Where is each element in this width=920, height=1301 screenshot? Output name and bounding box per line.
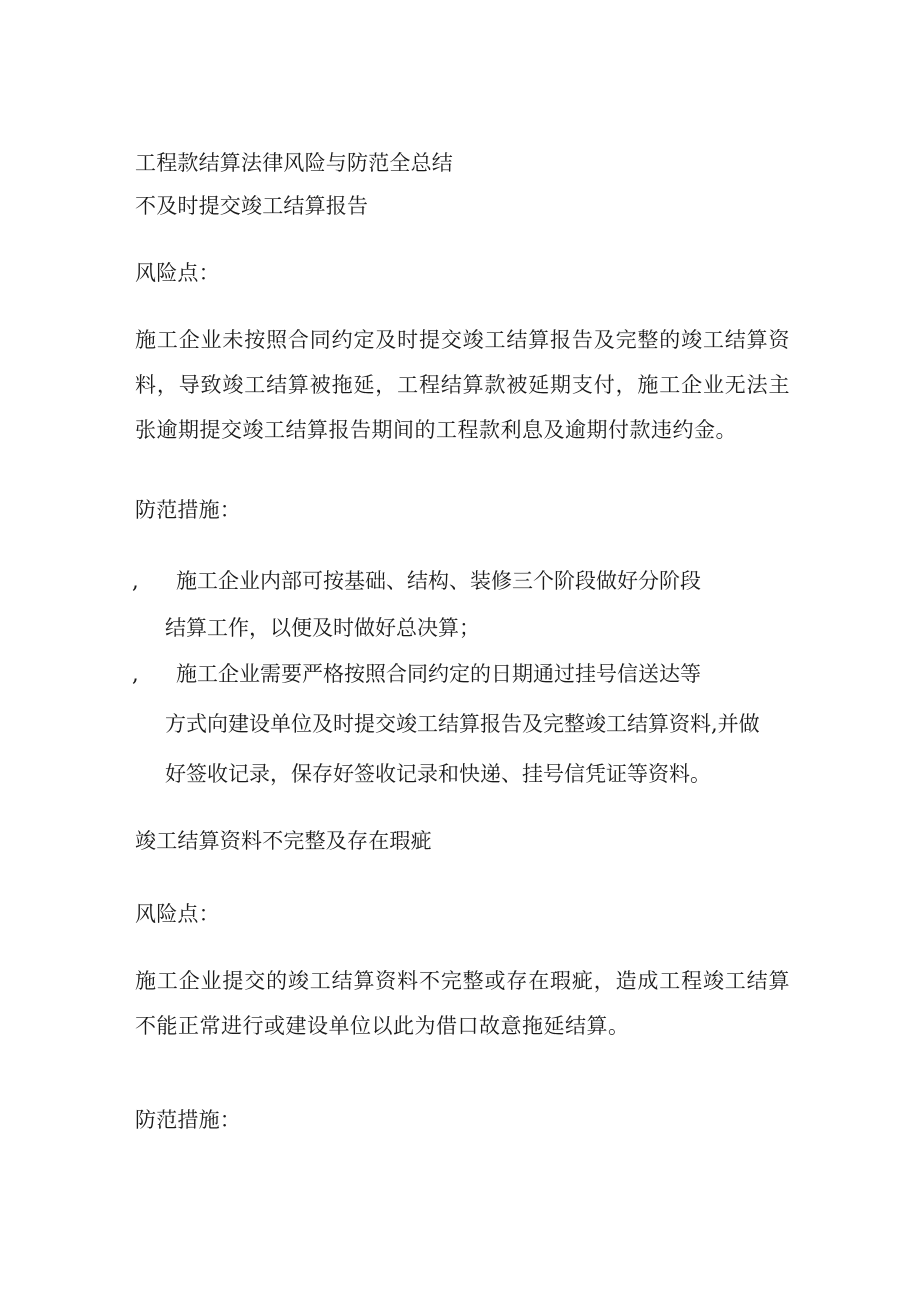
document-title: 工程款结算法律风险与防范全总结 — [135, 151, 453, 175]
bullet-first-line: 施工企业内部可按基础、结构、装修三个阶段做好分阶段 — [176, 569, 701, 593]
bullet-continuation-line: 结算工作，以便及时做好总决算； — [165, 616, 480, 640]
bullet-mark: , — [132, 662, 139, 686]
bullet-continuation-line: 方式向建设单位及时提交竣工结算报告及完整竣工结算资料,并做 — [165, 712, 760, 736]
bullet-continuation-line: 好签收记录，保存好签收记录和快递、挂号信凭证等资料。 — [165, 762, 711, 786]
section1-risk-text: 施工企业未按照合同约定及时提交竣工结算报告及完整的竣工结算资料，导致竣工结算被拖延，工程结算款被延期支付，施工企业无法主张逾期提交竣工结算报告期间的工程款利息及逾期付款违约金。 — [135, 328, 790, 442]
section1-heading: 不及时提交竣工结算报告 — [135, 194, 369, 218]
section1-measures-label: 防范措施： — [135, 498, 241, 522]
section2-risk-text: 施工企业提交的竣工结算资料不完整或存在瑕疵，造成工程竣工结算不能正常进行或建设单位以此为借口故意拖延结算。 — [135, 969, 790, 1038]
bullet-item-1 — [132, 567, 792, 595]
bullet-first-line: 施工企业需要严格按照合同约定的日期通过挂号信送达等 — [176, 662, 701, 686]
bullet-item-2 — [132, 660, 792, 688]
section2-measures-label: 防范措施： — [135, 1108, 241, 1132]
section1-risk-label: 风险点： — [135, 261, 220, 285]
section2-heading: 竣工结算资料不完整及存在瑕疵 — [135, 829, 432, 853]
section2-risk-label: 风险点： — [135, 902, 220, 926]
bullet-mark: , — [132, 569, 139, 593]
